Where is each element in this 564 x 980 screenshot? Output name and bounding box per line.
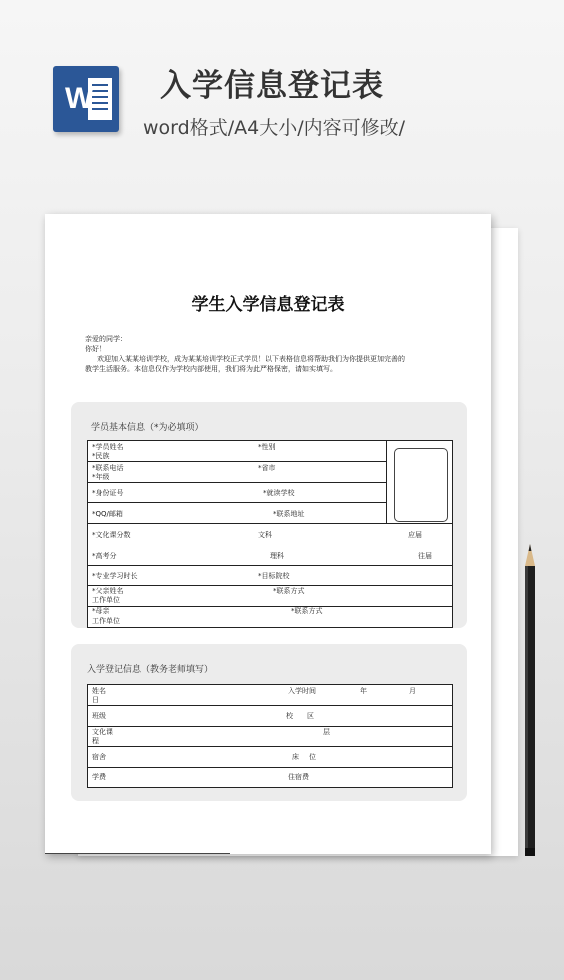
intro-salutation: 亲爱的同学： [85,335,127,343]
section-title-enrollment: 入学登记信息（教务老师填写） [87,665,214,675]
field-culture-score[interactable]: *文化课分数 [92,531,131,539]
option-repeat[interactable]: 往届 [418,552,432,560]
field-college-score[interactable]: *高考分 [92,552,117,560]
field-province[interactable]: *省市 [258,464,276,472]
field-class[interactable]: 班级 [92,712,106,720]
word-app-icon [53,66,123,132]
field-fees[interactable]: 学费 [92,773,106,781]
field-target-school[interactable]: *目标院校 [258,572,290,580]
field-father-name[interactable]: *父亲姓名 [92,587,124,595]
photo-box[interactable] [394,448,448,522]
student-basic-info-panel [71,402,467,628]
page-title: 入学信息登记表 [160,68,384,104]
field-mother[interactable]: *母亲 [92,607,110,615]
field-ethnicity[interactable]: *民族 [92,452,110,460]
field-qq-email[interactable]: *QQ/邮箱 [92,510,123,518]
field-dorm-fee[interactable]: 住宿费 [288,773,309,781]
field-enroll-time[interactable]: 入学时间 [288,687,316,695]
field-gender[interactable]: *性别 [258,443,276,451]
option-previous[interactable]: 应届 [408,531,422,539]
field-phone[interactable]: *联系电话 [92,464,124,472]
section-title-basic-info: 学员基本信息（*为必填项） [91,423,204,433]
document-title: 学生入学信息登记表 [191,295,345,315]
field-floor[interactable]: 层 [323,728,330,736]
field-address[interactable]: *联系地址 [273,510,305,518]
field-school[interactable]: *就读学校 [263,489,295,497]
page-subtitle: word格式/A4大小/内容可修改/ [143,117,405,139]
field-specialty-duration[interactable]: *专业学习时长 [92,572,138,580]
field-year[interactable]: 年 [360,687,367,695]
field-work-unit-2[interactable]: 工作单位 [92,617,120,625]
field-grade[interactable]: *年级 [92,473,110,481]
field-work-unit-1[interactable]: 工作单位 [92,596,120,604]
field-campus[interactable]: 校区 [286,712,328,720]
intro-greeting: 你好！ [85,345,106,353]
field-name[interactable]: 姓名 [92,687,106,695]
field-id-card[interactable]: *身份证号 [92,489,124,497]
page-underline [45,853,230,854]
field-month[interactable]: 月 [409,687,416,695]
field-culture-course[interactable]: 文化课 [92,728,113,736]
field-contact-1[interactable]: *联系方式 [273,587,305,595]
intro-text [85,334,457,374]
field-contact-2[interactable]: *联系方式 [291,607,323,615]
document-page [45,214,491,854]
field-bed[interactable]: 床位 [292,753,326,761]
enrollment-table [87,684,453,788]
word-letter: W [65,82,94,115]
option-science[interactable]: 理科 [270,552,284,560]
field-course-cont[interactable]: 程 [92,737,99,745]
pencil-icon [524,544,536,856]
option-liberal-arts[interactable]: 文科 [258,531,272,539]
intro-line-1: 欢迎加入某某培训学校，成为某某培训学校正式学员！以下表格信息将帮助我们为你提供更加完善的 [97,355,405,363]
basic-info-table [87,440,453,628]
field-student-name[interactable]: *学员姓名 [92,443,124,451]
intro-line-2: 教学生活服务。本信息仅作为学校内部使用，我们将为此严格保密，请如实填写。 [85,365,337,373]
field-day[interactable]: 日 [92,696,99,704]
enrollment-info-panel [71,644,467,801]
field-dorm[interactable]: 宿舍 [92,753,106,761]
